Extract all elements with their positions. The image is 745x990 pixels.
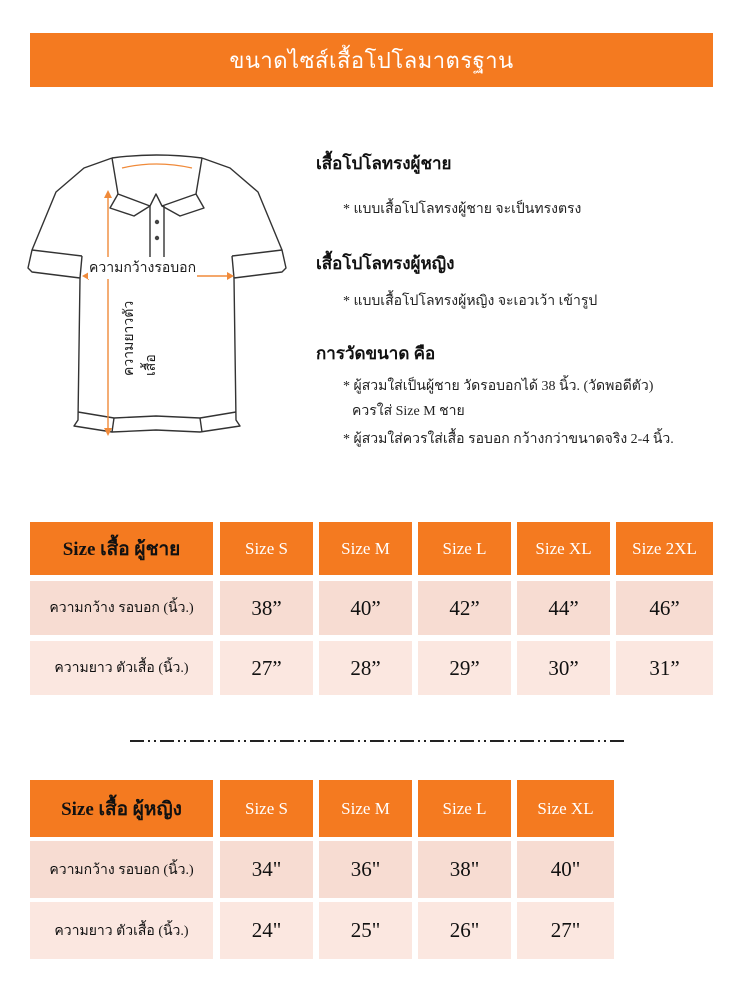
body-length-label: ความยาวตัวเสื้อ — [119, 296, 163, 376]
women-size-header: Size L — [418, 780, 511, 837]
women-chest-value: 36" — [319, 841, 412, 898]
women-chest-label: ความกว้าง รอบอก (นิ้ว.) — [30, 841, 213, 898]
men-length-value: 29” — [418, 641, 511, 695]
women-chest-value: 34" — [220, 841, 313, 898]
men-length-value: 27” — [220, 641, 313, 695]
men-length-label: ความยาว ตัวเสื้อ (นิ้ว.) — [30, 641, 213, 695]
page-title: ขนาดไซส์เสื้อโปโลมาตรฐาน — [229, 47, 514, 73]
women-length-label: ความยาว ตัวเสื้อ (นิ้ว.) — [30, 902, 213, 959]
women-chest-value: 38" — [418, 841, 511, 898]
women-length-value: 27" — [517, 902, 614, 959]
men-size-header: Size 2XL — [616, 522, 713, 575]
polo-shirt-diagram — [26, 150, 288, 450]
women-length-value: 24" — [220, 902, 313, 959]
men-size-header: Size XL — [517, 522, 610, 575]
women-chest-value: 40" — [517, 841, 614, 898]
men-table-title: Size เสื้อ ผู้ชาย — [30, 522, 213, 575]
women-polo-heading: เสื้อโปโลทรงผู้หญิง — [316, 254, 455, 273]
men-size-header: Size L — [418, 522, 511, 575]
women-length-value: 25" — [319, 902, 412, 959]
women-size-header: Size XL — [517, 780, 614, 837]
women-polo-note: * แบบเสื้อโปโลทรงผู้หญิง จะเอวเว้า เข้ารูป — [343, 294, 598, 309]
men-size-header: Size S — [220, 522, 313, 575]
women-length-value: 26" — [418, 902, 511, 959]
chest-width-label: ความกว้างรอบอก — [88, 257, 197, 279]
men-polo-heading: เสื้อโปโลทรงผู้ชาย — [316, 154, 452, 173]
men-length-value: 28” — [319, 641, 412, 695]
measure-note-3: * ผู้สวมใส่ควรใส่เสื้อ รอบอก กว้างกว่าขนาดจริง 2-4 นิ้ว. — [343, 432, 674, 447]
measure-note-2: ควรใส่ Size M ชาย — [352, 404, 465, 419]
women-size-header: Size M — [319, 780, 412, 837]
men-chest-value: 38” — [220, 581, 313, 635]
men-polo-note: * แบบเสื้อโปโลทรงผู้ชาย จะเป็นทรงตรง — [343, 202, 582, 217]
men-chest-label: ความกว้าง รอบอก (นิ้ว.) — [30, 581, 213, 635]
measure-note-1: * ผู้สวมใส่เป็นผู้ชาย วัดรอบอกได้ 38 นิ้ว. (วัดพอดีตัว) — [343, 379, 654, 394]
page-title-banner — [30, 33, 713, 87]
men-length-value: 31” — [616, 641, 713, 695]
men-size-header: Size M — [319, 522, 412, 575]
men-chest-value: 40” — [319, 581, 412, 635]
men-chest-value: 46” — [616, 581, 713, 635]
measure-heading: การวัดขนาด คือ — [316, 344, 436, 363]
men-length-value: 30” — [517, 641, 610, 695]
women-size-header: Size S — [220, 780, 313, 837]
women-table-title: Size เสื้อ ผู้หญิง — [30, 780, 213, 837]
men-chest-value: 42” — [418, 581, 511, 635]
section-divider — [130, 739, 626, 743]
men-chest-value: 44” — [517, 581, 610, 635]
